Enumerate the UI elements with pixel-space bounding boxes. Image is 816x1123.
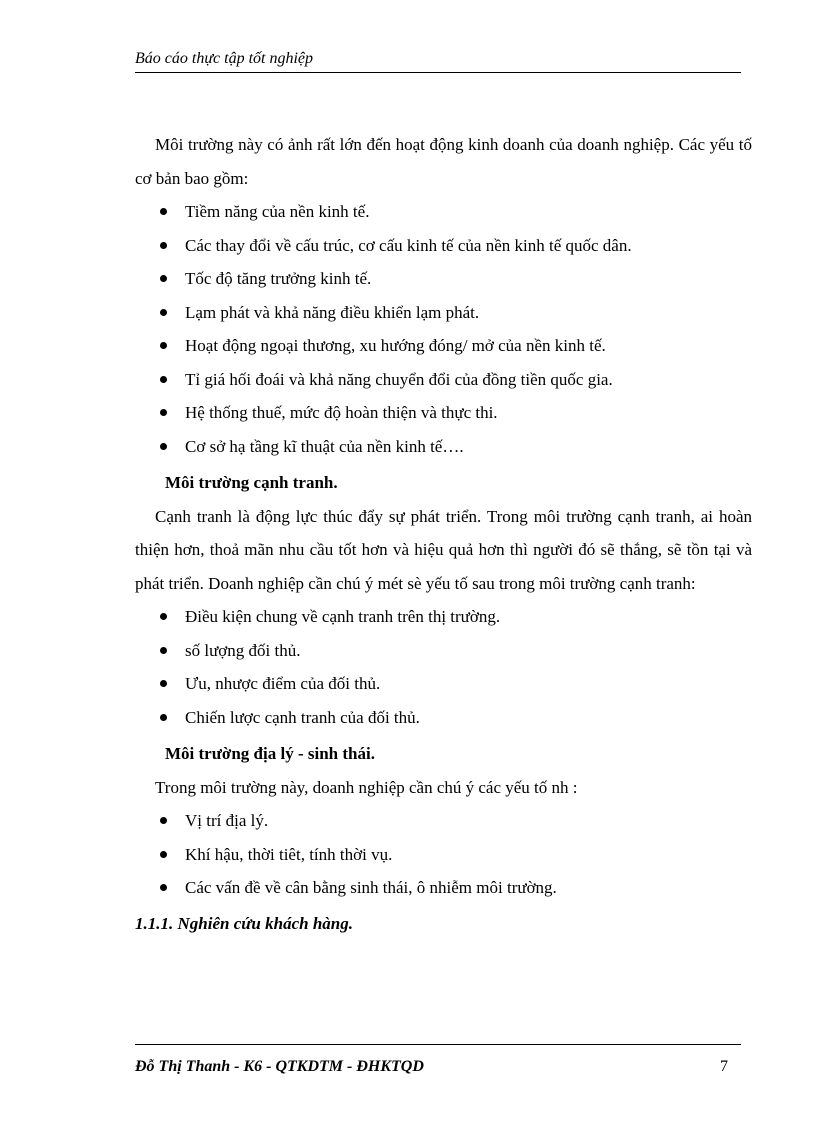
list-item	[135, 701, 752, 735]
bullet-icon	[160, 714, 167, 721]
list-item	[135, 296, 752, 330]
footer-author: Đỗ Thị Thanh - K6 - QTKDTM - ĐHKTQD	[135, 1058, 424, 1075]
list-item-text: số lượng đối thủ.	[185, 640, 301, 660]
list-item-text: Hệ thống thuế, mức độ hoàn thiện và thực thi.	[185, 403, 498, 422]
intro-paragraph: Môi trường này có ảnh rất lớn đến hoạt động kinh doanh của doanh nghiệp. Các yếu tố cơ bản bao gồm:	[135, 135, 752, 188]
list-item-text: Các thay đổi về cấu trúc, cơ cấu kinh tế của nền kinh tế quốc dân.	[185, 235, 632, 255]
bullet-icon	[160, 680, 167, 687]
footer-divider	[135, 1044, 741, 1045]
header-title: Báo cáo thực tập tốt nghiệp	[135, 50, 314, 67]
list-item-text: Tiềm năng của nền kinh tế.	[185, 202, 370, 221]
list-item-text: Các vấn đề về cân bằng sinh thái, ô nhiễm môi trường.	[185, 878, 557, 897]
list-item	[135, 195, 752, 229]
competition-bullet-list	[135, 600, 752, 734]
bullet-icon	[160, 208, 167, 215]
list-item	[135, 430, 752, 464]
geography-paragraph: Trong môi trường này, doanh nghiệp cần chú ý các yếu tố nh :	[155, 777, 578, 797]
bullet-icon	[160, 242, 167, 249]
bullet-icon	[160, 647, 167, 654]
geography-bullet-list	[135, 804, 752, 905]
bullet-icon	[160, 851, 167, 858]
list-item	[135, 871, 752, 905]
list-item-text: Điều kiện chung về cạnh tranh trên thị trường.	[185, 607, 501, 626]
geography-heading: Môi trường địa lý - sinh thái.	[165, 744, 375, 763]
list-item	[135, 363, 752, 397]
list-item	[135, 804, 752, 838]
list-item-text: Vị trí địa lý.	[185, 811, 269, 830]
intro-bullet-list	[135, 195, 752, 463]
bullet-icon	[160, 817, 167, 824]
list-item	[135, 600, 752, 634]
bullet-icon	[160, 443, 167, 450]
list-item-text: Tỉ giá hối đoái và khả năng chuyển đổi của đồng tiền quốc gia.	[185, 369, 613, 389]
list-item	[135, 838, 752, 872]
list-item-text: Lạm phát và khả năng điều khiển lạm phát.	[185, 302, 480, 322]
list-item	[135, 262, 752, 296]
section-title: 1.1.1. Nghiên cứu khách hàng.	[135, 913, 354, 933]
bullet-icon	[160, 409, 167, 416]
bullet-icon	[160, 275, 167, 282]
competition-paragraph: Cạnh tranh là động lực thúc đẩy sự phát triển. Trong môi trường cạnh tranh, ai hoàn thiện hơn, thoả mãn nhu cầu tốt hơn và hiệu quả hơn thì người đó sẽ thắng, sẽ tồn tại và phát triển. Doanh nghiệp cần chú ý mét sè yếu tố sau trong môi trường cạnh tranh:	[135, 506, 752, 593]
list-item	[135, 229, 752, 263]
list-item-text: Chiến lược cạnh tranh của đối thủ.	[185, 707, 420, 727]
bullet-icon	[160, 613, 167, 620]
list-item-text: Hoạt động ngoại thương, xu hướng đóng/ mở của nền kinh tế.	[185, 336, 606, 355]
list-item-text: Khí hậu, thời tiêt, tính thời vụ.	[185, 844, 393, 864]
header-divider	[135, 72, 741, 73]
list-item-text: Ưu, nhược điểm của đối thủ.	[185, 674, 381, 693]
page-number: 7	[720, 1058, 728, 1075]
list-item	[135, 396, 752, 430]
list-item	[135, 329, 752, 363]
list-item	[135, 667, 752, 701]
bullet-icon	[160, 342, 167, 349]
list-item-text: Tốc độ tăng trưởng kinh tế.	[185, 269, 372, 288]
bullet-icon	[160, 376, 167, 383]
page-body	[135, 128, 752, 940]
bullet-icon	[160, 884, 167, 891]
bullet-icon	[160, 309, 167, 316]
list-item-text: Cơ sở hạ tầng kĩ thuật của nền kinh tế….	[185, 436, 464, 456]
competition-heading: Môi trường cạnh tranh.	[165, 473, 338, 492]
list-item	[135, 634, 752, 668]
